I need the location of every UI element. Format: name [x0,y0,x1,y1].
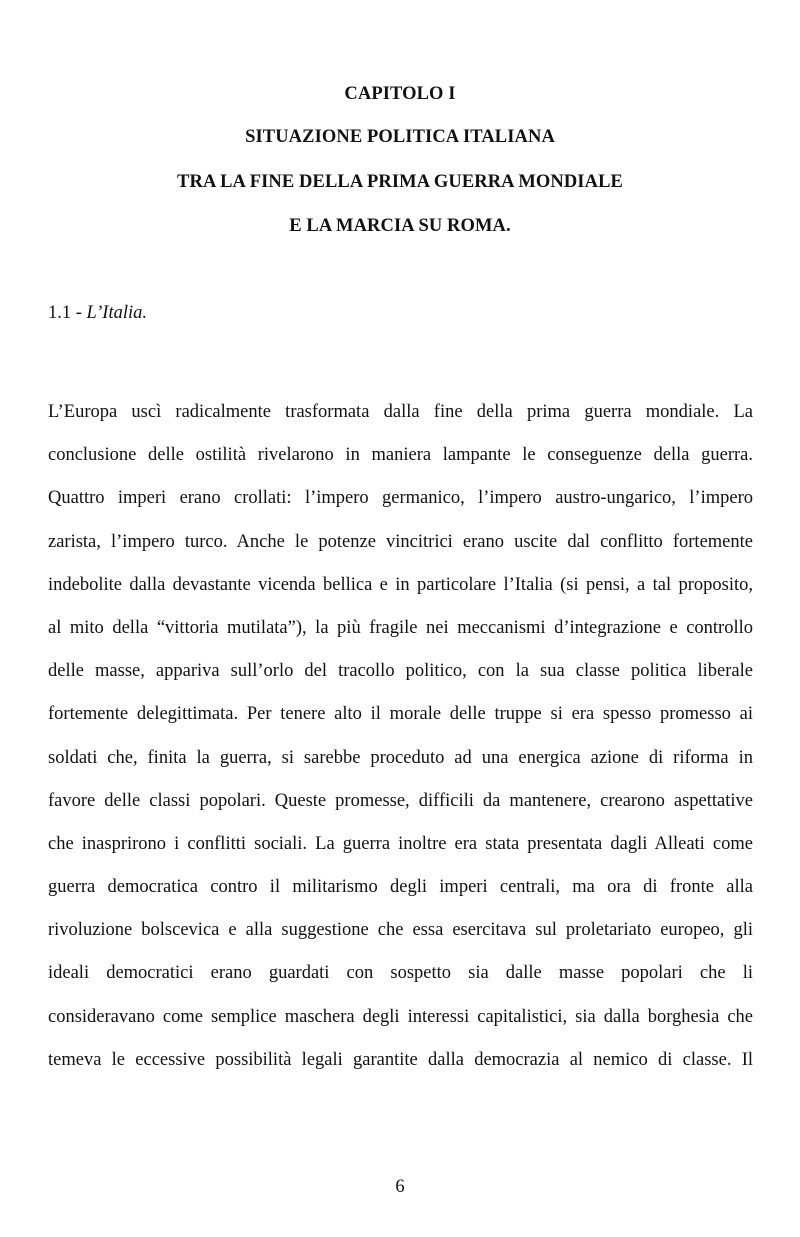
paragraph-line: fortemente delegittimata. Per tenere alto il morale delle truppe si era spesso promesso ai [48,704,753,725]
paragraph-line: Quattro imperi erano crollati: l’impero germanico, l’impero austro-ungarico, l’impero [48,488,753,509]
paragraph-line: favore delle classi popolari. Queste promesse, difficili da mantenere, crearono aspettative [48,790,753,811]
chapter-title-line-2: TRA LA FINE DELLA PRIMA GUERRA MONDIALE [177,172,623,192]
section-title: L’Italia. [86,303,148,323]
chapter-title-line-1: SITUAZIONE POLITICA ITALIANA [245,127,555,147]
paragraph-line: rivoluzione bolscevica e alla suggestione che essa esercitava sul proletariato europeo, gli [48,920,753,941]
paragraph-line: delle masse, appariva sull’orlo del tracollo politico, con la sua classe politica liberale [48,661,753,682]
paragraph-line: guerra democratica contro il militarismo degli imperi centrali, ma ora di fronte alla [48,877,753,898]
paragraph-line: soldati che, finita la guerra, si sarebbe proceduto ad una energica azione di riforma in [48,747,753,768]
paragraph-line: che inasprirono i conflitti sociali. La guerra inoltre era stata presentata dagli Alleati come [48,833,753,854]
page-number: 6 [395,1177,405,1197]
paragraph-line: al mito della “vittoria mutilata”), la più fragile nei meccanismi d’integrazione e controllo [48,617,753,638]
paragraph-line: conclusione delle ostilità rivelarono in maniera lampante le conseguenze della guerra. [48,445,753,466]
paragraph-line: L’Europa uscì radicalmente trasformata dalla fine della prima guerra mondiale. La [48,402,753,422]
paragraph-line: temeva le eccessive possibilità legali garantite dalla democrazia al nemico di classe. Il [48,1049,753,1070]
section-heading [48,303,147,324]
paragraph-line: zarista, l’impero turco. Anche le potenze vincitrici erano uscite dal conflitto fortemente [48,531,753,552]
paragraph-line: consideravano come semplice maschera degli interessi capitalistici, sia dalla borghesia che [48,1006,753,1027]
paragraph-line: indebolite dalla devastante vicenda bellica e in particolare l’Italia (si pensi, a tal proposito, [48,574,753,595]
section-number: 1.1 - [48,303,87,323]
chapter-number: CAPITOLO I [344,84,456,104]
paragraph-line: ideali democratici erano guardati con sospetto sia dalle masse popolari che li [48,963,753,984]
chapter-title-line-3: E LA MARCIA SU ROMA. [289,216,511,236]
body-paragraph [48,391,753,1082]
